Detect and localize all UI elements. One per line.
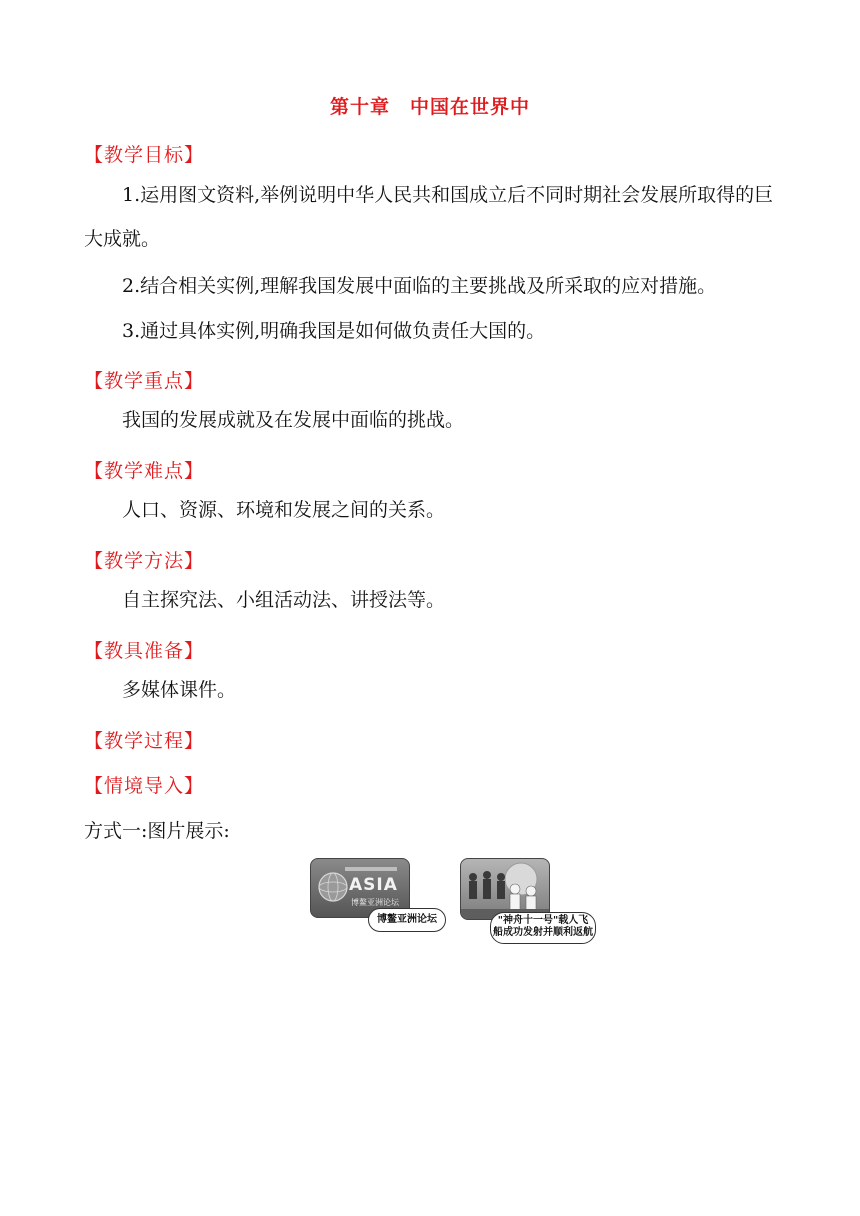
heading-intro: 【情境导入】 (84, 775, 205, 797)
heading-process: 【教学过程】 (84, 730, 205, 752)
figure-boao-forum (310, 858, 450, 938)
shenzhou-caption-cloud (490, 912, 596, 944)
difficulty-text: 人口、资源、环境和发展之间的关系。 (122, 499, 446, 521)
prep-text: 多媒体课件。 (122, 679, 237, 701)
shenzhou-caption-line2: 船成功发射并顺利返航 (493, 927, 593, 938)
astronauts-image (461, 859, 549, 919)
key-text: 我国的发展成就及在发展中面临的挑战。 (122, 409, 465, 431)
heading-prep: 【教具准备】 (84, 640, 205, 662)
method-text: 自主探究法、小组活动法、讲授法等。 (122, 589, 446, 611)
intro-text: 方式一:图片展示: (84, 820, 230, 842)
boao-logo-text: ASIA (349, 875, 398, 895)
goal-3: 3.通过具体实例,明确我国是如何做负责任大国的。 (122, 320, 546, 342)
heading-goals: 【教学目标】 (84, 144, 205, 166)
boao-caption-cloud: 博鳌亚洲论坛 (368, 908, 446, 932)
page-title: 第十章 中国在世界中 (329, 96, 530, 118)
boao-logo-subtitle: 博鳌亚洲论坛 (351, 898, 399, 907)
goal-2: 2.结合相关实例,理解我国发展中面临的主要挑战及所采取的应对措施。 (122, 275, 717, 297)
goal-1: 1.运用图文资料,举例说明中华人民共和国成立后不同时期社会发展所取得的巨大成就。 (84, 184, 774, 250)
shenzhou-caption-line1: "神舟十一号"载人飞 (497, 915, 589, 926)
heading-key: 【教学重点】 (84, 370, 205, 392)
heading-method: 【教学方法】 (84, 550, 205, 572)
figure-shenzhou-11 (460, 858, 600, 942)
heading-difficulty: 【教学难点】 (84, 460, 205, 482)
shenzhou-photo (460, 858, 550, 920)
